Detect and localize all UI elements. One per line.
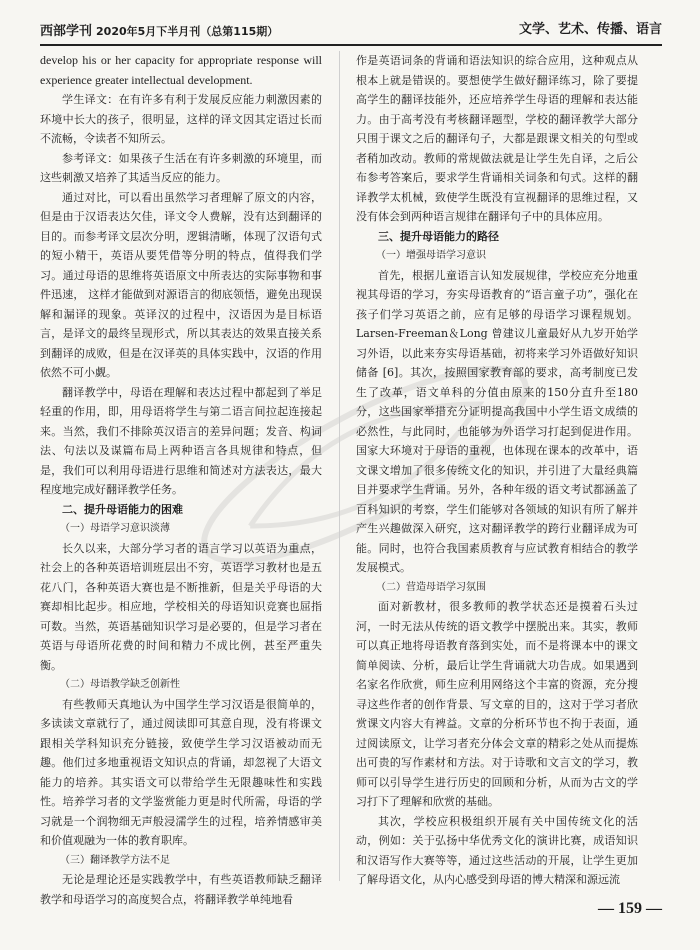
subsection-heading: （一）增强母语学习意识 <box>376 250 486 261</box>
journal-masthead <box>40 20 278 39</box>
body-paragraph: 长久以来，大部分学习者的语言学习以英语为重点，社会上的各种英语培训班层出不穷，英语学习教材也是五花八门，各种英语大赛也是不断推新，但是关乎母语的大赛却相比起步。相应地，学校相关的母语知识竞赛也屈指可数。当然，英语基础知识学习是必要的，但是学习者在英语与母语所花费的时间和精力不成比例，甚至严重失衡。 <box>40 541 322 672</box>
body-paragraph: 学生译文：在有许多有利于发展反应能力刺激因素的环境中长大的孩子，很明显，这样的译文因其定语过长而不流畅，令读者不知所云。 <box>40 93 322 145</box>
subsection-heading: （三）翻译教学方法不足 <box>60 854 170 866</box>
subsection-heading: （二）营造母语学习氛围 <box>376 581 486 593</box>
right-column <box>356 51 638 890</box>
body-paragraph: 无论是理论还是实践教学中，有些英语教师缺乏翻译教学和母语学习的高度契合点，将翻译教学单纯地看 <box>40 873 322 906</box>
subsection-heading: （一）母语学习意识淡薄 <box>60 523 170 534</box>
left-column <box>40 51 322 909</box>
body-paragraph: 首先，根据儿童语言认知发展规律，学校应充分地重视其母语的学习，夯实母语教育的“语言童子功”，强化在孩子们学习英语之前，应有足够的母语学习课程规划。Larsen-Freeman＆Long 曾建议儿童最好从九岁开始学习外语，以此来夯实母语基础，初将来学习外语做好知识储备 [6]。其次，按照国家教育部的要求，高考制度已发生了改革，语文单科的分值由原来的150分直升至180分，这些国家举措充分证明提高我国中小学生语文成绩的必然性，与此同时，也能够为外语学习打起到促进作用。国家大环境对于母语的重视，也体现在课本的改革中，语文课文增加了很多传统文化的知识，并引进了大量经典篇目并要求学生背诵。另外，各种年级的语文考试都涵盖了百科知识的考察，学生们能够对各领域的知识有所了解并产生兴趣做深入研究，这对翻译教学的跨行业翻译成为可能。同时，也符合我国素质教育与应试教育相结合的教学发展模式。 <box>356 268 638 574</box>
body-paragraph: 作是英语词条的背诵和语法知识的综合应用，这种观点从根本上就是错误的。要想使学生做好翻译练习，除了要提高学生的翻译技能外，还应培养学生母语的理解和表达能力。由于高考没有考核翻译题型，学校的翻译教学大部分只围于课文之后的翻译句子，大都是跟课文相关的句型或者稍加改动。教师的常规做法就是让学生先自译，之后公布参考答案后，要求学生背诵相关词条和句式。这样的翻译教学太机械，致使学生既没有宣视翻译的思维过程，又没有体会到两种语言规律在翻译句子中的具体应用。 <box>356 54 638 223</box>
page-header <box>40 14 662 46</box>
body-paragraph: develop his or her capacity for appropriate response will experience greater intellectual development. <box>40 53 322 87</box>
journal-name: 西部学刊 <box>40 24 93 39</box>
section-title: 文学、艺术、传播、语言 <box>518 22 662 37</box>
column-divider <box>339 51 340 881</box>
body-paragraph: 其次，学校应积极组织开展有关中国传统文化的活动，例如：关于弘扬中华优秀文化的演讲比赛，成语知识和汉语写作大赛等等，通过这些活动的开展，让学生更加了解母语文化，从内心感受到母语的博大精深和源远流 <box>356 814 638 886</box>
section-heading: 二、提升母语能力的困难 <box>62 502 183 516</box>
section-heading: 三、提升母语能力的路径 <box>378 229 499 243</box>
body-paragraph: 参考译文：如果孩子生活在有许多刺激的环境里，而这些刺激又培养了其适当反应的能力。 <box>40 151 322 184</box>
body-paragraph: 有些教师天真地认为中国学生学习汉语是很简单的，多读读文章就行了，通过阅读即可其意自现，没有将课文跟相关学科知识充分链接，致使学生学习汉语被动而无趣。他们过多地重视语文知识点的背诵，却忽视了大语文能力的培养。其实语文可以带给学生无限趣味性和实践性。培养学习者的文学鉴赏能力更是时代所需，母语的学习就是一个润物细无声般浸濡学生的过程，培养情感审美和价值观融为一体的教育职库。 <box>40 697 322 847</box>
page-number: — 159 — <box>598 900 662 917</box>
body-paragraph: 翻译教学中，母语在理解和表达过程中都起到了举足轻重的作用，即，用母语将学生与第二语言间拉起连接起来。当然，我们不排除英汉语言的差异问题；发音、构词法、句法以及谋篇布局上两种语言各具规律和特点，但是，我们可以利用母语进行思维和简述对方法表达，最大程度地完成好翻译教学任务。 <box>40 385 322 496</box>
subsection-heading: （二）母语教学缺乏创新性 <box>60 679 180 690</box>
journal-issue: 2020年5月下半月刊（总第115期） <box>96 25 279 38</box>
body-paragraph: 面对新教材，很多教师的教学状态还是摸着石头过河，一时无法从传统的语文教学中摆脱出来。其实，教师可以真正地将母语教育落到实处，而不是将课本中的课文简单阅读、分析，最后让学生背诵就大功告成。如果遇到名家名作欣赏，师生应利用网络这个丰富的资源，充分搜寻这些作者的创作背景、写文章的目的，这对于学习者欣赏课文内容大有裨益。文章的分析环节也不拘于表面，通过阅读原文，让学习者充分体会文章的精彩之处从而提炼出可贵的写作素材和方法。对于诗歌和文言文的学习，教师可以引导学生进行历史的回顾和分析，从而为古文的学习打下了理解和欣赏的基础。 <box>356 600 638 808</box>
body-paragraph: 通过对比，可以看出虽然学习者理解了原文的内容，但是由于汉语表达欠佳，译文令人费解，没有达到翻译的目的。而参考译文层次分明，逻辑清晰，体现了汉语句式的短小精干，英语从要凭借等分明的特点，值得我们学习。通过母语的思维将英语原文中所表达的实际事物和事件迅速， 这样才能做到对源语言的彻底领悟，避免出现误解和漏译的现象。英译汉的过程中，汉语因为是目标语言，是译文的最终呈现形式，所以其表达的效果直接关系到翻译的成败，但是在汉译英的具体实践中，汉语的作用依然不可小觑。 <box>40 190 322 379</box>
